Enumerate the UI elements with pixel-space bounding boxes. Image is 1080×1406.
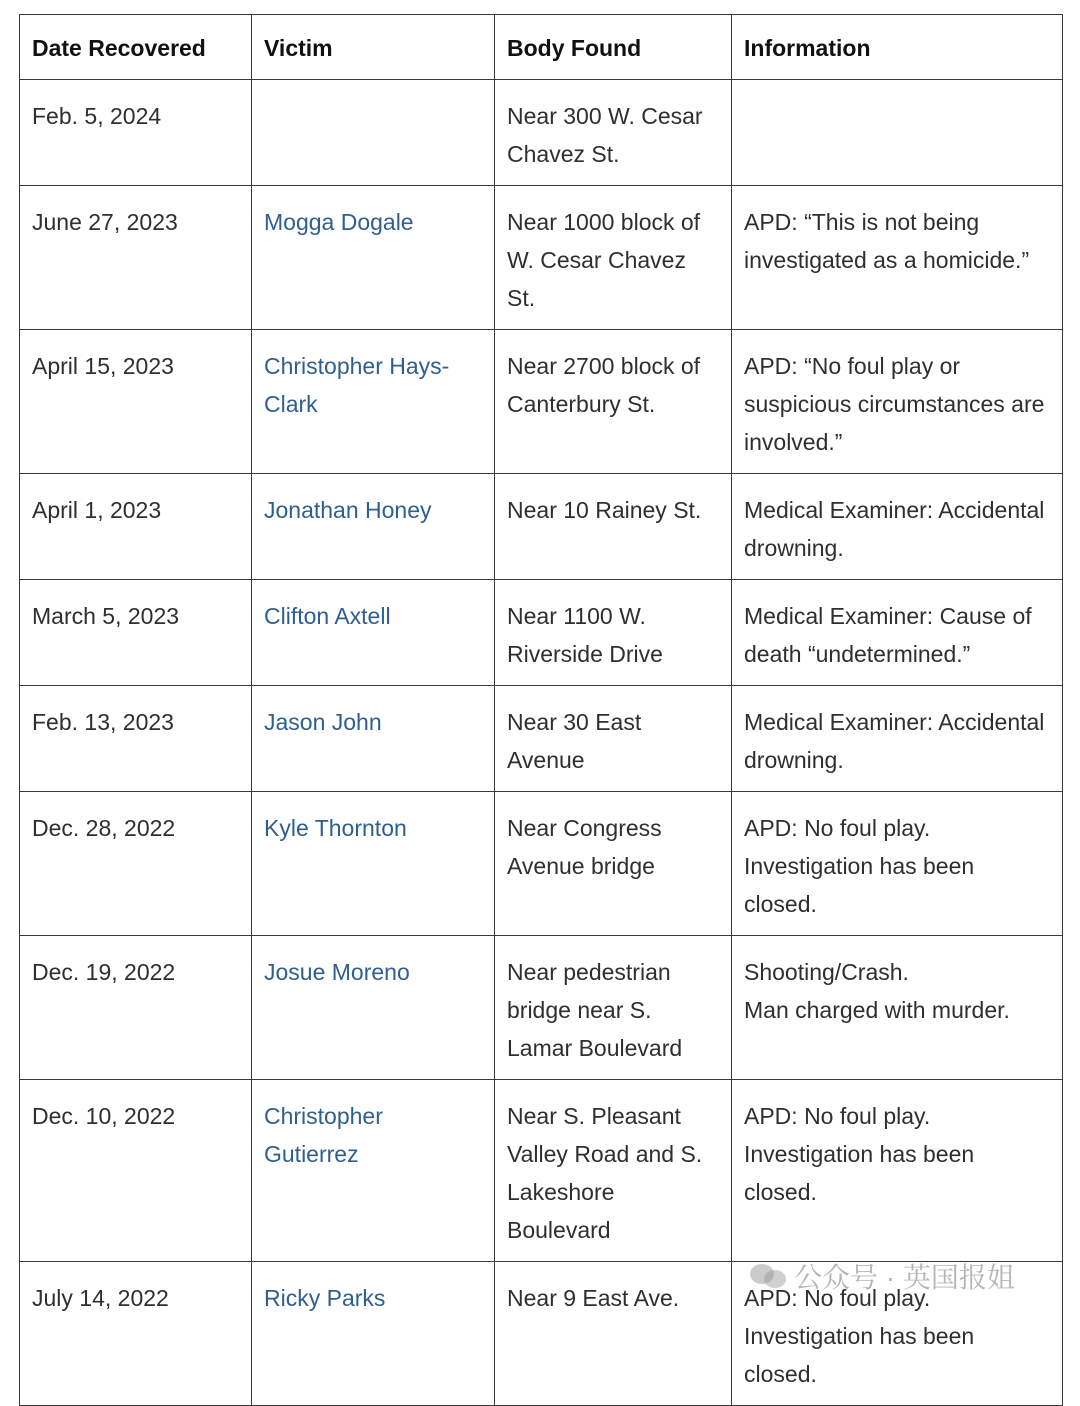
- date-cell: Dec. 28, 2022: [20, 792, 252, 936]
- location-cell: Near S. Pleasant Valley Road and S. Lakeshore Boulevard: [495, 1080, 732, 1262]
- victim-link: [252, 80, 495, 186]
- info-line: APD: “This is not being investigated as a homicide.”: [744, 209, 1030, 273]
- victim-link[interactable]: Mogga Dogale: [252, 186, 495, 330]
- date-cell: June 27, 2023: [20, 186, 252, 330]
- wechat-icon: [748, 1260, 788, 1292]
- info-cell: [732, 330, 1063, 474]
- location-cell: Near 300 W. Cesar Chavez St.: [495, 80, 732, 186]
- header-information: Information: [732, 15, 1063, 80]
- date-cell: Dec. 19, 2022: [20, 936, 252, 1080]
- info-cell: [732, 792, 1063, 936]
- victim-link[interactable]: Jason John: [252, 686, 495, 792]
- table-row: [20, 186, 1063, 330]
- watermark: [748, 1256, 1015, 1296]
- location-cell: Near 1000 block of W. Cesar Chavez St.: [495, 186, 732, 330]
- drowning-records-table: [19, 14, 1063, 1406]
- info-line: APD: No foul play.: [744, 815, 931, 841]
- location-cell: Near 9 East Ave.: [495, 1262, 732, 1406]
- info-cell: [732, 1080, 1063, 1262]
- info-cell: [732, 686, 1063, 792]
- victim-link[interactable]: Christopher Hays-Clark: [252, 330, 495, 474]
- info-cell: [732, 936, 1063, 1080]
- date-cell: April 15, 2023: [20, 330, 252, 474]
- table-row: [20, 686, 1063, 792]
- table-row: [20, 474, 1063, 580]
- location-cell: Near 10 Rainey St.: [495, 474, 732, 580]
- info-line: Medical Examiner: Cause of death “undetermined.”: [744, 603, 1032, 667]
- info-cell: [732, 80, 1063, 186]
- info-cell: [732, 474, 1063, 580]
- info-cell: [732, 186, 1063, 330]
- watermark-text: 公众号 · 英国报姐: [794, 1262, 1015, 1293]
- date-cell: Feb. 5, 2024: [20, 80, 252, 186]
- victim-link[interactable]: Christopher Gutierrez: [252, 1080, 495, 1262]
- info-line: Investigation has been closed.: [744, 1141, 975, 1205]
- header-body-found: Body Found: [495, 15, 732, 80]
- table-row: [20, 80, 1063, 186]
- date-cell: April 1, 2023: [20, 474, 252, 580]
- date-cell: Feb. 13, 2023: [20, 686, 252, 792]
- info-line: Investigation has been closed.: [744, 1323, 975, 1387]
- victim-link[interactable]: Clifton Axtell: [252, 580, 495, 686]
- info-line: Medical Examiner: Accidental drowning.: [744, 709, 1045, 773]
- location-cell: Near pedestrian bridge near S. Lamar Boulevard: [495, 936, 732, 1080]
- date-cell: March 5, 2023: [20, 580, 252, 686]
- info-line: Medical Examiner: Accidental drowning.: [744, 497, 1045, 561]
- table-row: [20, 580, 1063, 686]
- location-cell: Near 1100 W. Riverside Drive: [495, 580, 732, 686]
- header-date-recovered: Date Recovered: [20, 15, 252, 80]
- victim-link[interactable]: Jonathan Honey: [252, 474, 495, 580]
- location-cell: Near Congress Avenue bridge: [495, 792, 732, 936]
- date-cell: July 14, 2022: [20, 1262, 252, 1406]
- info-line: Shooting/Crash.: [744, 959, 909, 985]
- victim-link[interactable]: Josue Moreno: [252, 936, 495, 1080]
- table-row: [20, 330, 1063, 474]
- table-row: [20, 792, 1063, 936]
- date-cell: Dec. 10, 2022: [20, 1080, 252, 1262]
- location-cell: Near 2700 block of Canterbury St.: [495, 330, 732, 474]
- info-cell: [732, 580, 1063, 686]
- table-row: [20, 936, 1063, 1080]
- header-victim: Victim: [252, 15, 495, 80]
- table-row: [20, 1080, 1063, 1262]
- info-line: APD: No foul play.: [744, 1285, 931, 1311]
- info-line: APD: “No foul play or suspicious circumstances are involved.”: [744, 353, 1045, 455]
- victim-link[interactable]: Kyle Thornton: [252, 792, 495, 936]
- info-line: Man charged with murder.: [744, 997, 1010, 1023]
- location-cell: Near 30 East Avenue: [495, 686, 732, 792]
- info-line: Investigation has been closed.: [744, 853, 975, 917]
- info-line: APD: No foul play.: [744, 1103, 931, 1129]
- victim-link[interactable]: Ricky Parks: [252, 1262, 495, 1406]
- header-row: [20, 15, 1063, 80]
